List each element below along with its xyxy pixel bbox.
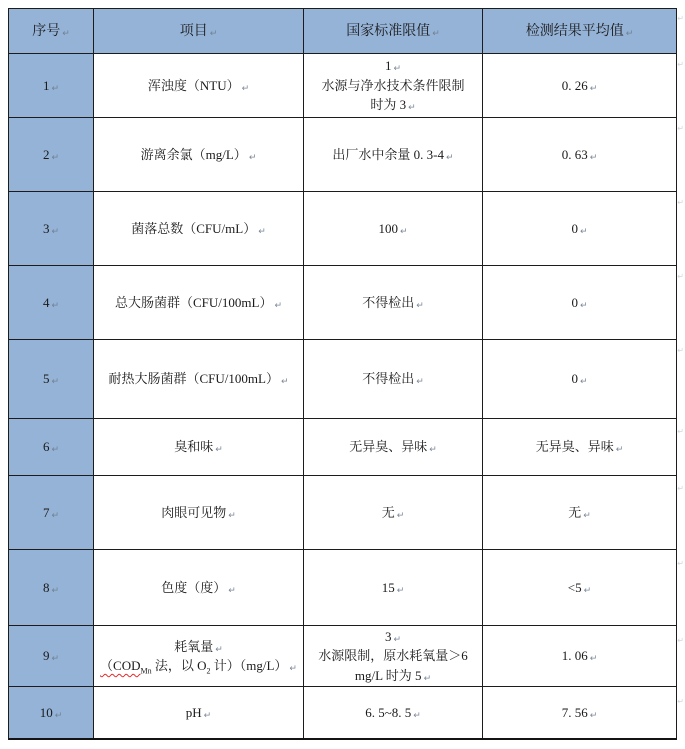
cell-no[interactable] <box>9 626 94 686</box>
paragraph-mark-icon: ↵ <box>583 510 591 521</box>
paragraph-mark-icon: ↵ <box>215 644 223 655</box>
paragraph-mark-icon: ↵ <box>274 300 282 311</box>
header-cell-no[interactable] <box>9 9 94 53</box>
cell-standard[interactable] <box>304 419 483 475</box>
row-end-mark-icon: ↵ <box>677 124 684 133</box>
row-end-mark-icon: ↵ <box>677 346 684 355</box>
paragraph-mark-icon: ↵ <box>51 585 60 596</box>
paragraph-mark-icon: ↵ <box>248 152 257 163</box>
item-text: 臭和味 <box>174 439 214 455</box>
row-number: 9 <box>42 648 50 664</box>
header-text-standard: 国家标准限值 <box>346 23 431 39</box>
cell-standard[interactable] <box>304 476 483 549</box>
cell-item[interactable] <box>94 419 304 475</box>
table-row <box>9 54 677 118</box>
row-number: 3 <box>42 220 50 236</box>
cell-standard[interactable] <box>304 192 483 265</box>
misspelled-text: （$COD_{Mn}$ <box>100 658 152 676</box>
cell-item[interactable] <box>94 54 304 117</box>
paragraph-mark-icon: ↵ <box>51 83 60 94</box>
paragraph-mark-icon: ↵ <box>589 654 598 665</box>
paragraph-mark-icon: ↵ <box>228 585 236 596</box>
paragraph-mark-icon: ↵ <box>429 445 437 456</box>
paragraph-mark-icon: ↵ <box>615 445 624 456</box>
row-number: 8 <box>42 579 50 595</box>
result-text: 0. 26 <box>561 77 588 93</box>
standard-text: 1 <box>384 58 392 74</box>
cell-result[interactable] <box>483 419 677 475</box>
cell-no[interactable] <box>9 550 94 625</box>
cell-result[interactable] <box>483 340 677 418</box>
result-text: 无异臭、异味 <box>535 439 614 455</box>
standard-text: 无 <box>381 504 395 520</box>
header-cell-item[interactable] <box>94 9 304 53</box>
paragraph-mark-icon: ↵ <box>579 300 588 311</box>
paragraph-mark-icon: ↵ <box>51 654 60 665</box>
header-text-item: 项目 <box>179 23 208 39</box>
cell-item[interactable] <box>94 118 304 191</box>
cell-result[interactable] <box>483 476 677 549</box>
cell-result[interactable] <box>483 118 677 191</box>
result-text: 0. 63 <box>561 146 588 162</box>
paragraph-mark-icon: ↵ <box>62 28 70 39</box>
standard-text: 6. 5~8. 5 <box>365 704 412 720</box>
paragraph-mark-icon: ↵ <box>51 510 60 521</box>
paragraph-mark-icon: ↵ <box>54 710 63 721</box>
paragraph-mark-icon: ↵ <box>258 226 266 237</box>
item-text: pH <box>185 704 202 720</box>
water-quality-table <box>8 8 677 740</box>
cell-result[interactable] <box>483 266 677 339</box>
standard-text: 15 <box>381 579 395 595</box>
standard-text: 100 <box>378 220 398 236</box>
paragraph-mark-icon: ↵ <box>625 28 634 39</box>
paragraph-mark-icon: ↵ <box>579 377 588 388</box>
paragraph-mark-icon: ↵ <box>280 377 289 388</box>
paragraph-mark-icon: ↵ <box>393 634 402 645</box>
table-row <box>9 419 677 476</box>
standard-text: 不得检出 <box>362 371 415 387</box>
cell-standard[interactable] <box>304 687 483 738</box>
table-row <box>9 118 677 192</box>
standard-text: 无异臭、异味 <box>349 439 428 455</box>
paragraph-mark-icon: ↵ <box>228 510 236 521</box>
row-end-mark-icon: ↵ <box>677 198 684 207</box>
paragraph-mark-icon: ↵ <box>393 64 402 75</box>
standard-text: 出厂水中余量 0. 3-4 <box>332 146 445 162</box>
item-text: 色度（度） <box>161 579 227 595</box>
item-text: 浑浊度（NTU） <box>147 77 240 93</box>
header-text-no: 序号 <box>32 23 61 39</box>
item-text: 计）（mg/L） <box>210 658 288 673</box>
paragraph-mark-icon: ↵ <box>416 377 424 388</box>
cell-no[interactable] <box>9 687 94 738</box>
paragraph-mark-icon: ↵ <box>589 152 598 163</box>
paragraph-mark-icon: ↵ <box>396 585 405 596</box>
row-number: 1 <box>42 77 50 93</box>
cell-item[interactable] <box>94 266 304 339</box>
item-text: 法，以 O <box>151 658 207 673</box>
cell-standard[interactable] <box>304 54 483 117</box>
paragraph-mark-icon: ↵ <box>51 377 60 388</box>
result-text: 无 <box>568 504 582 520</box>
standard-text: 3 <box>384 628 392 644</box>
standard-text: 水源与净水技术条件限制 <box>321 77 465 93</box>
cell-item[interactable] <box>94 340 304 418</box>
row-number: 6 <box>42 439 50 455</box>
paragraph-mark-icon: ↵ <box>589 83 598 94</box>
paragraph-mark-icon: ↵ <box>408 103 416 114</box>
table-row <box>9 340 677 419</box>
item-text: 菌落总数（CFU/mL） <box>131 220 257 236</box>
cell-item[interactable] <box>94 192 304 265</box>
result-text: 7. 56 <box>561 704 588 720</box>
cell-standard[interactable] <box>304 626 483 686</box>
item-text: 游离余氯（mg/L） <box>140 146 247 162</box>
cell-no[interactable] <box>9 266 94 339</box>
row-number: 7 <box>42 504 50 520</box>
paragraph-mark-icon: ↵ <box>203 710 212 721</box>
paragraph-mark-icon: ↵ <box>579 226 588 237</box>
result-text: 0 <box>571 220 578 236</box>
cell-result[interactable] <box>483 192 677 265</box>
paragraph-mark-icon: ↵ <box>51 226 60 237</box>
paragraph-mark-icon: ↵ <box>396 510 405 521</box>
row-end-mark-icon: ↵ <box>677 636 684 645</box>
subscript-text: Mn <box>140 666 152 676</box>
header-cell-result[interactable] <box>483 9 677 53</box>
row-end-mark-icon: ↵ <box>677 484 684 493</box>
standard-text: 水源限制，原水耗氧量＞6 <box>318 648 468 664</box>
item-text: 耐热大肠菌群（CFU/100mL） <box>108 371 279 387</box>
result-text: 0 <box>571 294 578 310</box>
cell-standard[interactable] <box>304 266 483 339</box>
result-text: <5 <box>567 579 582 595</box>
cell-standard[interactable] <box>304 118 483 191</box>
cell-item[interactable] <box>94 550 304 625</box>
row-end-mark-icon: ↵ <box>677 60 684 69</box>
cell-item[interactable] <box>94 626 304 686</box>
standard-text: 时为 3 <box>370 97 407 113</box>
table-row <box>9 476 677 550</box>
row-end-mark-icon: ↵ <box>677 272 684 281</box>
cell-result[interactable] <box>483 687 677 738</box>
result-text: 1. 06 <box>561 648 588 664</box>
item-text: 肉眼可见物 <box>161 504 227 520</box>
cell-no[interactable] <box>9 54 94 117</box>
cell-standard[interactable] <box>304 340 483 418</box>
table-row <box>9 266 677 340</box>
paragraph-mark-icon: ↵ <box>51 445 60 456</box>
paragraph-mark-icon: ↵ <box>416 300 424 311</box>
table-row <box>9 550 677 626</box>
table-row <box>9 192 677 266</box>
cell-no[interactable] <box>9 192 94 265</box>
table-row <box>9 626 677 687</box>
cell-no[interactable] <box>9 476 94 549</box>
cell-result[interactable] <box>483 626 677 686</box>
paragraph-mark-icon: ↵ <box>241 83 250 94</box>
paragraph-mark-icon: ↵ <box>51 300 60 311</box>
cell-item[interactable] <box>94 687 304 738</box>
cell-result[interactable] <box>483 550 677 625</box>
paragraph-mark-icon: ↵ <box>423 673 432 684</box>
paragraph-mark-icon: ↵ <box>589 710 598 721</box>
cell-no[interactable] <box>9 118 94 191</box>
row-number: 2 <box>42 146 50 162</box>
row-number: 10 <box>39 704 53 720</box>
paragraph-mark-icon: ↵ <box>289 664 297 674</box>
paragraph-mark-icon: ↵ <box>413 710 421 721</box>
paragraph-mark-icon: ↵ <box>446 152 454 163</box>
row-end-mark-icon: ↵ <box>677 559 684 568</box>
item-text: 耗氧量 <box>174 638 214 654</box>
row-end-mark-icon: ↵ <box>677 697 684 706</box>
table-row <box>9 687 677 738</box>
cell-result[interactable] <box>483 54 677 117</box>
paragraph-mark-icon: ↵ <box>51 152 60 163</box>
paragraph-mark-icon: ↵ <box>215 445 223 456</box>
subscript-text: 2 <box>206 666 211 676</box>
paragraph-mark-icon: ↵ <box>432 28 440 39</box>
result-text: 0 <box>571 371 578 387</box>
row-number: 4 <box>42 294 50 310</box>
cell-no[interactable] <box>9 419 94 475</box>
table-header-row <box>9 9 677 54</box>
header-cell-standard[interactable] <box>304 9 483 53</box>
standard-text: 不得检出 <box>362 294 415 310</box>
row-end-mark-icon: ↵ <box>677 14 684 23</box>
cell-item[interactable] <box>94 476 304 549</box>
header-text-result: 检测结果平均值 <box>525 23 624 39</box>
standard-text: mg/L 时为 5 <box>354 667 422 683</box>
paragraph-mark-icon: ↵ <box>209 28 218 39</box>
paragraph-mark-icon: ↵ <box>399 226 408 237</box>
cell-no[interactable] <box>9 340 94 418</box>
item-text: 总大肠菌群（CFU/100mL） <box>114 294 273 310</box>
cell-standard[interactable] <box>304 550 483 625</box>
paragraph-mark-icon: ↵ <box>583 585 592 596</box>
row-number: 5 <box>42 371 50 387</box>
row-end-mark-icon: ↵ <box>677 427 684 436</box>
